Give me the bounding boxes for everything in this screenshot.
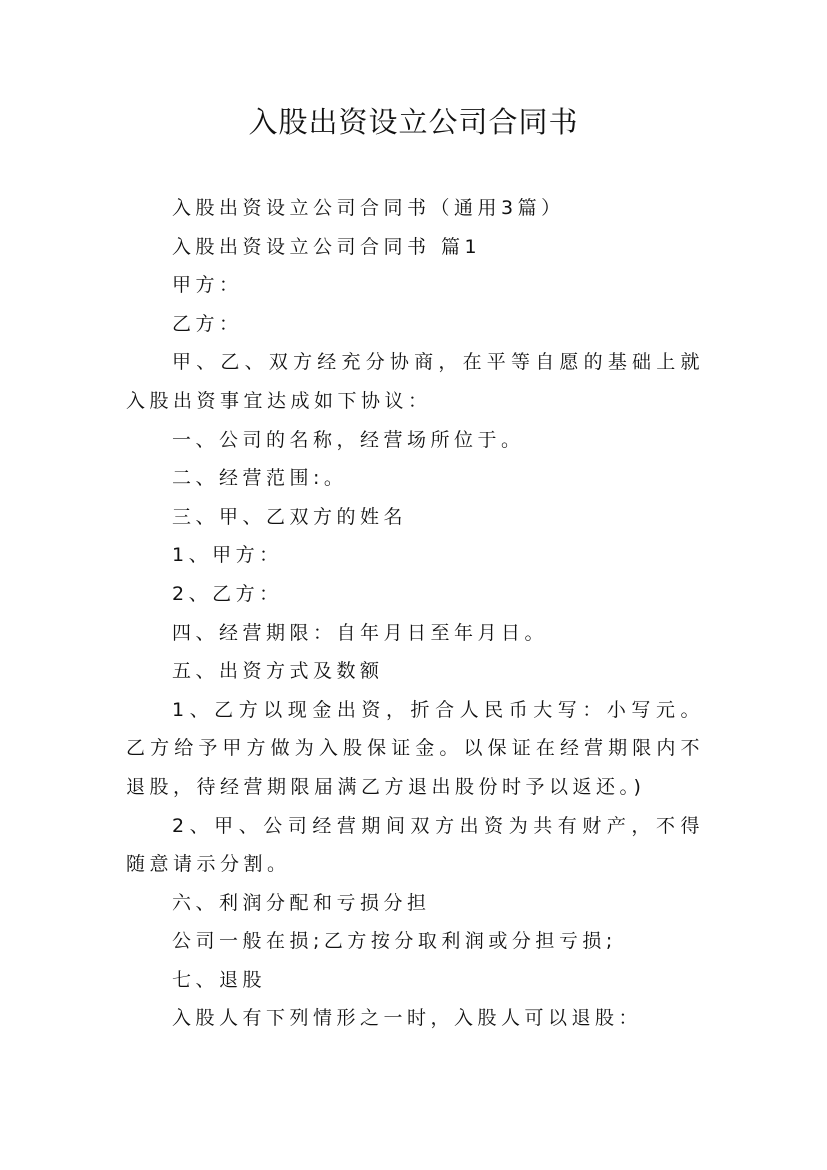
paragraph-clause-3-item-2: 2、乙方： xyxy=(172,582,283,605)
paragraph-clause-4: 四、经营期限：自年月日至年月日。 xyxy=(172,621,549,644)
paragraph-intro: 甲、乙、双方经充分协商，在平等自愿的基础上就入股出资事宜达成如下协议： xyxy=(126,351,704,412)
paragraph-clause-3-item-1: 1、甲方： xyxy=(172,544,283,567)
paragraph-heading-overview: 入股出资设立公司合同书（通用3篇） xyxy=(172,197,565,219)
paragraph-clause-6: 六、利润分配和亏损分担 xyxy=(172,891,431,914)
paragraph-clause-6-text: 公司一般在损;乙方按分取利润或分担亏损; xyxy=(172,930,617,953)
document-title: 入股出资设立公司合同书 xyxy=(248,105,579,139)
paragraph-clause-7: 七、退股 xyxy=(172,968,267,991)
paragraph-party-a: 甲方： xyxy=(172,274,243,297)
paragraph-party-b: 乙方： xyxy=(172,312,243,335)
paragraph-clause-5-item-2: 2、甲、公司经营期间双方出资为共有财产，不得随意请示分割。 xyxy=(126,814,704,876)
paragraph-clause-5: 五、出资方式及数额 xyxy=(172,660,384,683)
paragraph-clause-1: 一、公司的名称，经营场所位于。 xyxy=(172,428,525,451)
paragraph-clause-3: 三、甲、乙双方的姓名 xyxy=(172,505,408,528)
paragraph-article-heading: 入股出资设立公司合同书 篇1 xyxy=(172,235,482,258)
paragraph-clause-7-text: 入股人有下列情形之一时，入股人可以退股： xyxy=(172,1007,643,1030)
document-body xyxy=(126,189,704,1038)
paragraph-clause-5-item-1: 1、乙方以现金出资，折合人民币大写：小写元。乙方给予甲方做为入股保证金。以保证在经营期限内不退股，待经营期限届满乙方退出股份时予以返还。) xyxy=(126,698,704,798)
paragraph-clause-2: 二、经营范围:。 xyxy=(172,467,348,490)
